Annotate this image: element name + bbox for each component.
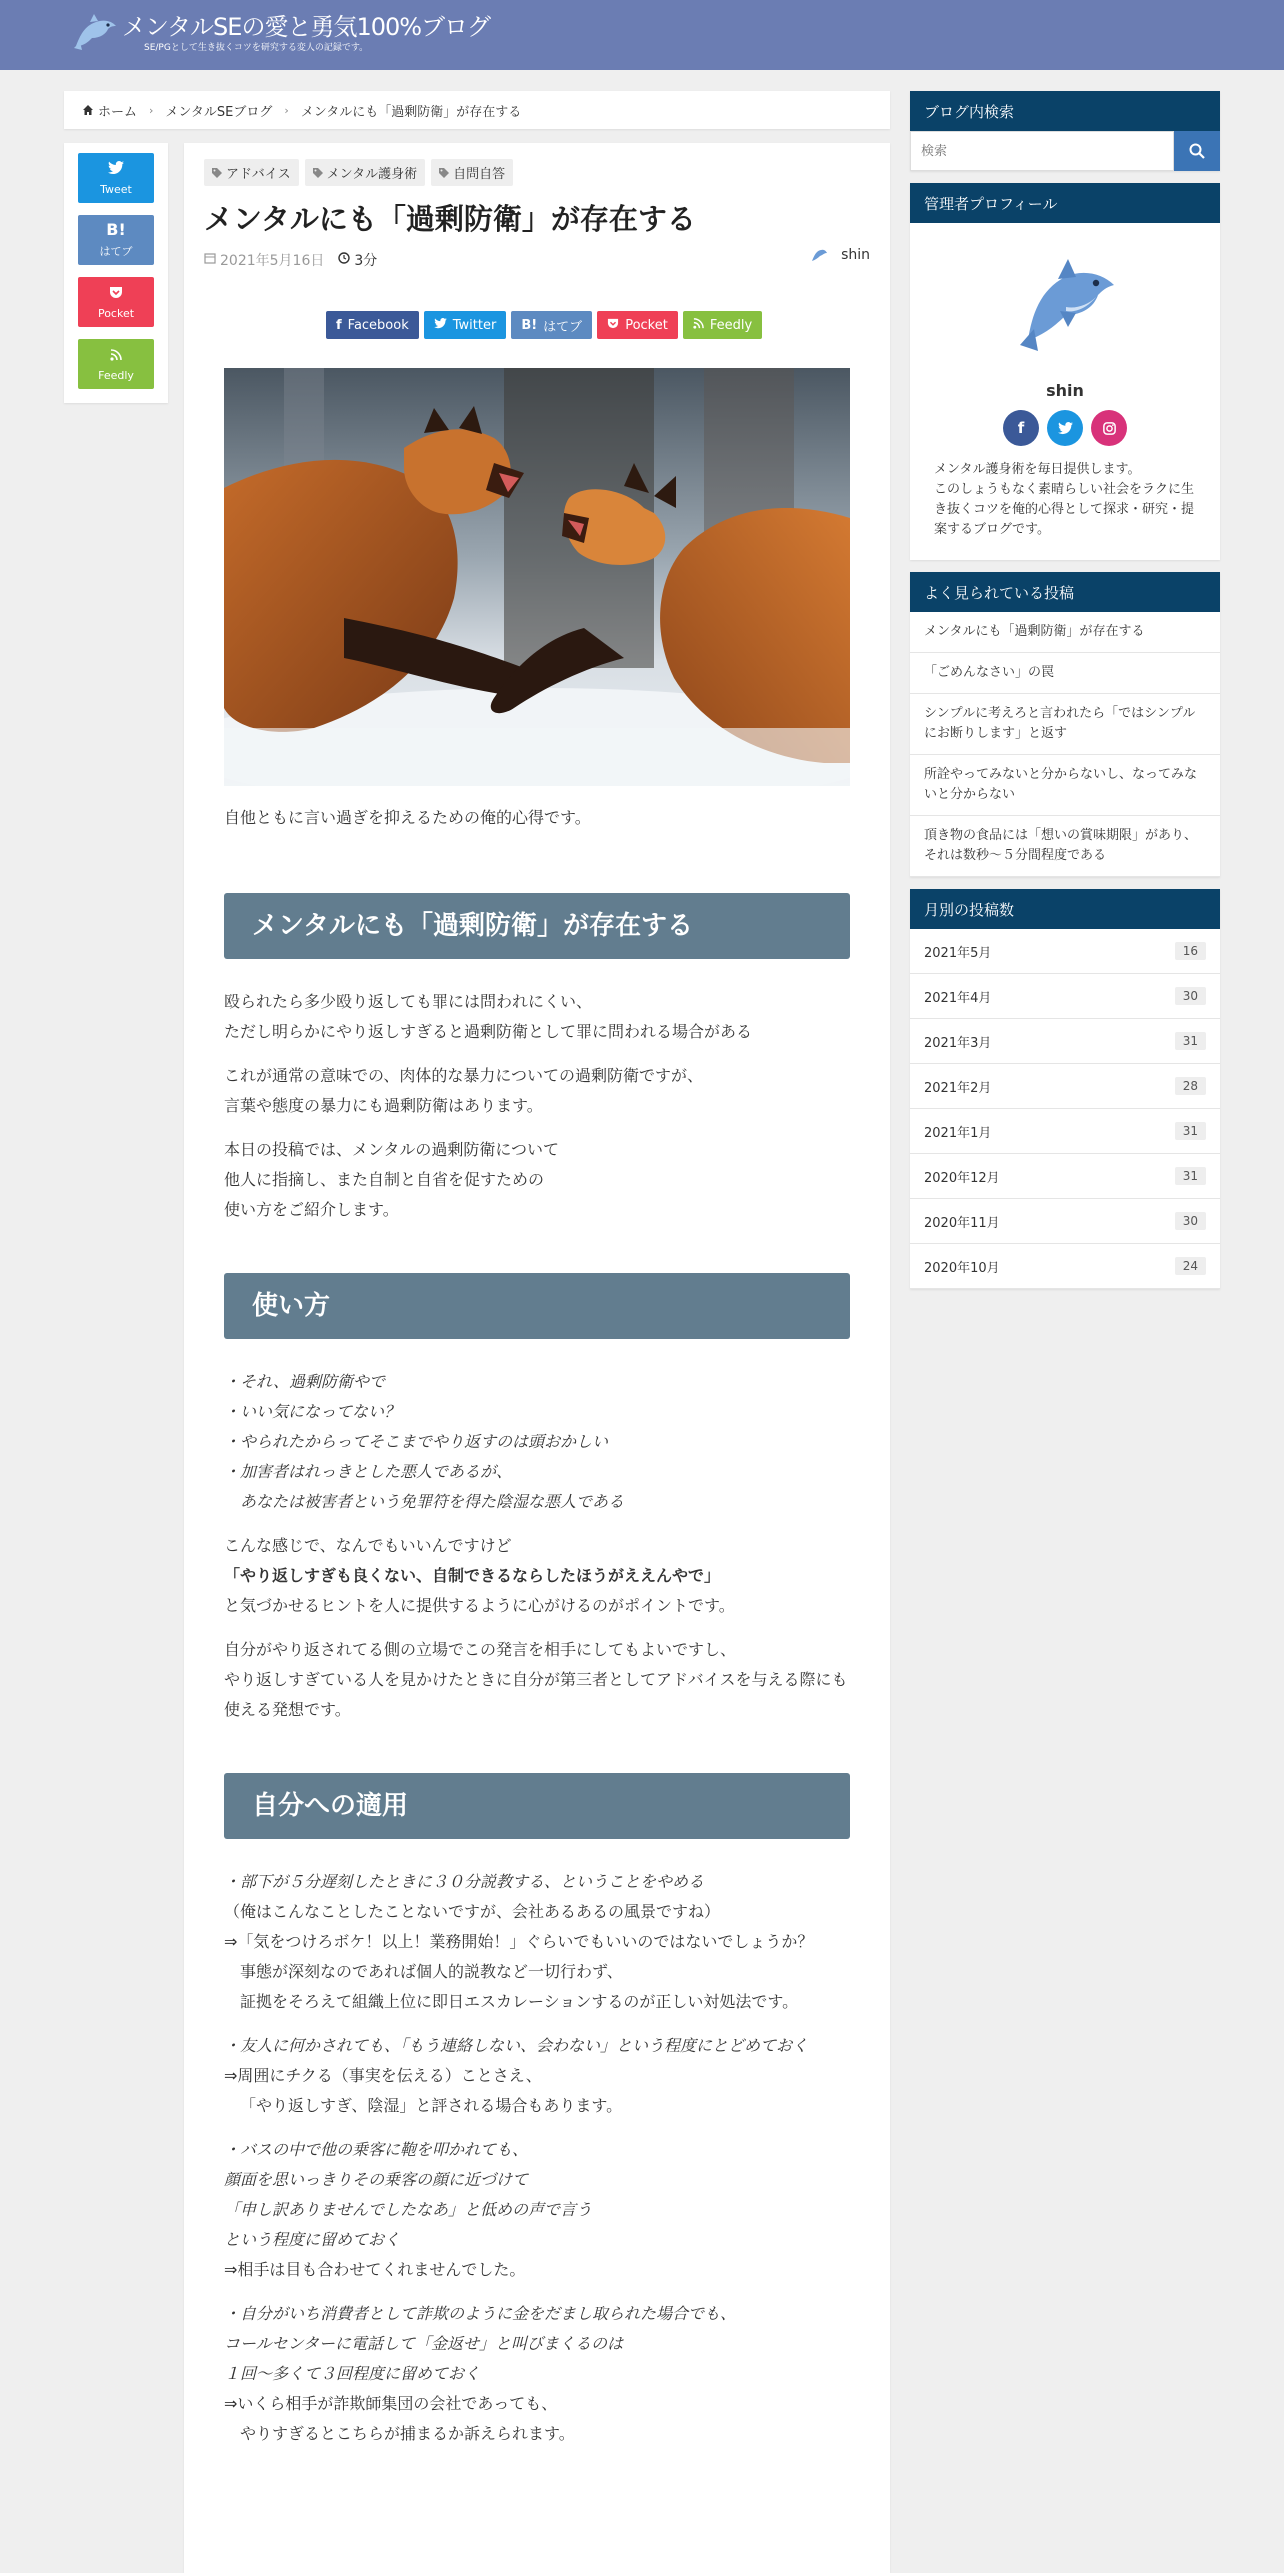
widget-title: ブログ内検索 bbox=[910, 91, 1220, 131]
list-block: ・それ、過剰防衛やで ・いい気になってない？ ・やられたからってそこまでやり返すのは頭おかしい ・加害者はれっきとした悪人であるが、 あなたは被害者という免罪符を得た陰湿な悪人である bbox=[224, 1372, 625, 1511]
rss-icon bbox=[110, 347, 122, 365]
breadcrumb-home-label: ホーム bbox=[98, 104, 138, 120]
rss-icon bbox=[693, 318, 704, 333]
profile-description: メンタル護身術を毎日提供します。 このしょうもなく素晴らしい社会をラクに生き抜くコツを俺的心得として探求・研究・提案するブログです。 bbox=[934, 462, 1195, 537]
paragraph: ・自分がいち消費者として詐欺のように金をだまし取られた場合でも、 コールセンターに電話して「金返せ」と叫びまくるのは １回〜多くて３回程度に留めておく ⇒いくら相手が詐欺師集団の会社であっても、 やりすぎるとこちらが捕まるか訴えられます。 bbox=[224, 2304, 737, 2443]
archive-item[interactable] bbox=[910, 1019, 1220, 1064]
breadcrumb-category[interactable]: メンタルSEブログ bbox=[165, 104, 273, 120]
author-avatar-icon bbox=[809, 246, 827, 264]
home-icon bbox=[82, 104, 94, 116]
twitter-icon bbox=[108, 161, 124, 179]
facebook-label: Facebook bbox=[347, 317, 409, 333]
archive-count-badge: 31 bbox=[1175, 1122, 1206, 1140]
tweet-button[interactable] bbox=[78, 153, 154, 203]
popular-posts-widget bbox=[910, 572, 1220, 877]
widget-title: 月別の投稿数 bbox=[910, 889, 1220, 929]
facebook-icon: f bbox=[336, 317, 342, 333]
archive-count-badge: 24 bbox=[1175, 1257, 1206, 1275]
breadcrumb-current: メンタルにも「過剰防衛」が存在する bbox=[300, 104, 522, 120]
popular-post-link[interactable]: メンタルにも「過剰防衛」が存在する bbox=[910, 612, 1220, 653]
tag-item[interactable] bbox=[204, 159, 299, 186]
search-form bbox=[910, 131, 1220, 171]
paragraph: 自分がやり返されてる側の立場でこの発言を相手にしてもよいですし、 やり返しすぎている人を見かけたときに自分が第三者としてアドバイスを与える際にも使える発想です。 bbox=[224, 1640, 848, 1719]
archive-month: 2021年1月 bbox=[924, 1125, 992, 1141]
search-icon bbox=[1189, 143, 1205, 159]
read-time: 3分 bbox=[354, 253, 378, 269]
paragraph: 本日の投稿では、メンタルの過剰防衛について 他人に指摘し、また自制と自省を促すための 使い方をご紹介します。 bbox=[224, 1140, 560, 1219]
twitter-icon bbox=[434, 318, 447, 333]
archive-count-badge: 28 bbox=[1175, 1077, 1206, 1095]
twitter-share-button[interactable] bbox=[424, 311, 507, 339]
instagram-icon[interactable] bbox=[1091, 410, 1127, 446]
clock-icon bbox=[338, 252, 350, 268]
dolphin-logo-icon bbox=[70, 12, 118, 52]
paragraph: 殴られたら多少殴り返しても罪には問われにくい、 ただし明らかにやり返しすぎると過剰防衛として罪に問われる場合がある bbox=[224, 992, 753, 1041]
archive-count-badge: 31 bbox=[1175, 1032, 1206, 1050]
popular-post-link[interactable]: 頂き物の食品には「想いの賞味期限」があり、それは数秒～５分間程度である bbox=[910, 816, 1220, 877]
hatena-icon: B! bbox=[106, 220, 126, 239]
paragraph: こんな感じで、なんでもいいんですけど 「やり返しすぎも良くない、自制できるならしたほうがええんやで」 と気づかせるヒントを人に提供するように心がけるのがポイントです。 bbox=[224, 1536, 735, 1615]
article bbox=[184, 143, 890, 2573]
search-button[interactable] bbox=[1174, 131, 1220, 171]
profile-widget bbox=[910, 183, 1220, 560]
fox-photo-icon bbox=[224, 368, 850, 786]
feedly-label: Feedly bbox=[98, 368, 134, 382]
tag-label: アドバイス bbox=[226, 167, 291, 182]
twitter-label: Twitter bbox=[452, 317, 497, 333]
search-widget bbox=[910, 91, 1220, 171]
section-heading-3: 自分への適用 bbox=[224, 1773, 850, 1839]
right-sidebar bbox=[910, 91, 1220, 1289]
site-subtitle: SE/PGとして生き抜くコツを研究する変人の記録です。 bbox=[144, 43, 369, 53]
archive-count-badge: 16 bbox=[1175, 942, 1206, 960]
post-meta bbox=[204, 250, 377, 270]
archive-item[interactable] bbox=[910, 1109, 1220, 1154]
pocket-share-button[interactable] bbox=[597, 311, 678, 339]
tag-icon bbox=[313, 168, 323, 178]
archive-item[interactable] bbox=[910, 974, 1220, 1019]
tag-label: メンタル護身術 bbox=[326, 167, 418, 182]
archive-month: 2021年4月 bbox=[924, 990, 992, 1006]
paragraph: ・部下が５分遅刻したときに３０分説教する、ということをやめる （俺はこんなことしたことないですが、会社あるあるの風景ですね） ⇒「気をつけろボケ！以上！業務開始！」ぐらいでもいいのではないでしょうか？ 事態が深刻なのであれば個人的説教など一切行わず、 証拠をそろえて組織上位に即日エスカレーションするのが正しい対処法です。 bbox=[224, 1872, 814, 2011]
archive-item[interactable] bbox=[910, 929, 1220, 974]
widget-title: よく見られている投稿 bbox=[910, 572, 1220, 612]
popular-post-link[interactable]: 所詮やってみないと分からないし、なってみないと分からない bbox=[910, 755, 1220, 816]
facebook-share-button[interactable] bbox=[326, 311, 419, 339]
breadcrumb-home[interactable] bbox=[82, 101, 137, 120]
hero-image bbox=[224, 368, 850, 786]
pocket-icon bbox=[607, 318, 619, 333]
archive-count-badge: 30 bbox=[1175, 1212, 1206, 1230]
hatena-share-button[interactable] bbox=[511, 311, 592, 339]
paragraph: ・友人に何かされても、「もう連絡しない、会わない」という程度にとどめておく ⇒周囲にチクる（事実を伝える）ことさえ、 「やり返しすぎ、陰湿」と評される場合もあります。 bbox=[224, 2036, 809, 2115]
article-body bbox=[224, 803, 850, 2463]
archive-widget bbox=[910, 889, 1220, 1289]
horizontal-share-bar bbox=[326, 311, 767, 339]
pocket-label: Pocket bbox=[625, 317, 668, 333]
site-logo[interactable] bbox=[70, 12, 490, 53]
feedly-share-button[interactable] bbox=[683, 311, 762, 339]
tag-item[interactable] bbox=[431, 159, 513, 186]
hatena-button[interactable] bbox=[78, 215, 154, 265]
tag-label: 自問自答 bbox=[453, 167, 506, 182]
dolphin-avatar-icon bbox=[1010, 245, 1120, 355]
tag-icon bbox=[212, 168, 222, 178]
paragraph: これが通常の意味での、肉体的な暴力についての過剰防衛ですが、 言葉や態度の暴力にも過剰防衛はあります。 bbox=[224, 1066, 704, 1115]
tag-item[interactable] bbox=[305, 159, 425, 186]
search-input[interactable] bbox=[910, 131, 1174, 171]
site-title[interactable]: メンタルSEの愛と勇気100%ブログ bbox=[122, 13, 491, 41]
chevron-right-icon: › bbox=[149, 103, 154, 117]
archive-item[interactable] bbox=[910, 1064, 1220, 1109]
feedly-label: Feedly bbox=[709, 317, 753, 333]
popular-post-link[interactable]: 「ごめんなさい」の罠 bbox=[910, 653, 1220, 694]
feedly-button[interactable] bbox=[78, 339, 154, 389]
post-date: 2021年5月16日 bbox=[220, 253, 325, 269]
section-heading-2: 使い方 bbox=[224, 1273, 850, 1339]
profile-name: shin bbox=[1046, 381, 1084, 400]
vertical-share-bar bbox=[64, 143, 168, 403]
hatena-label: はてブ bbox=[99, 245, 133, 258]
hatena-icon: B! bbox=[521, 317, 538, 333]
pocket-icon bbox=[109, 285, 123, 303]
archive-count-badge: 30 bbox=[1175, 987, 1206, 1005]
tweet-label: Tweet bbox=[100, 182, 132, 196]
calendar-icon bbox=[204, 252, 216, 268]
archive-count-badge: 31 bbox=[1175, 1167, 1206, 1185]
archive-item[interactable] bbox=[910, 1244, 1220, 1289]
twitter-icon[interactable] bbox=[1047, 410, 1083, 446]
archive-item[interactable] bbox=[910, 1199, 1220, 1244]
breadcrumb bbox=[64, 91, 890, 129]
popular-post-link[interactable]: シンプルに考えろと言われたら「ではシンプルにお断りします」と返す bbox=[910, 694, 1220, 755]
profile-social-links bbox=[934, 410, 1196, 446]
archive-month: 2020年12月 bbox=[924, 1170, 1000, 1186]
archive-item[interactable] bbox=[910, 1154, 1220, 1199]
tag-list bbox=[204, 159, 519, 186]
widget-title: 管理者プロフィール bbox=[910, 183, 1220, 223]
author-link[interactable] bbox=[809, 246, 870, 264]
pocket-label: Pocket bbox=[97, 306, 135, 320]
archive-month: 2021年5月 bbox=[924, 945, 992, 961]
archive-month: 2020年11月 bbox=[924, 1215, 1000, 1231]
archive-month: 2021年3月 bbox=[924, 1035, 992, 1051]
facebook-icon[interactable]: f bbox=[1003, 410, 1039, 446]
tag-icon bbox=[439, 168, 449, 178]
chevron-right-icon: › bbox=[284, 103, 289, 117]
archive-month: 2021年2月 bbox=[924, 1080, 992, 1096]
hatena-label: はてブ bbox=[543, 319, 583, 335]
pocket-button[interactable] bbox=[78, 277, 154, 327]
author-name: shin bbox=[841, 247, 870, 263]
site-header bbox=[0, 0, 1284, 70]
paragraph: ・バスの中で他の乗客に鞄を叩かれても、 顔面を思いっきりその乗客の顔に近づけて 「申し訳ありませんでしたなあ」と低めの声で言う という程度に留めておく ⇒相手は目も合わせてくれませんでした。 bbox=[224, 2140, 593, 2279]
intro-text: 自他ともに言い過ぎを抑えるための俺的心得です。 bbox=[224, 808, 591, 827]
archive-month: 2020年10月 bbox=[924, 1260, 1000, 1276]
post-title: メンタルにも「過剰防衛」が存在する bbox=[204, 202, 696, 236]
section-heading-1: メンタルにも「過剰防衛」が存在する bbox=[224, 893, 850, 959]
